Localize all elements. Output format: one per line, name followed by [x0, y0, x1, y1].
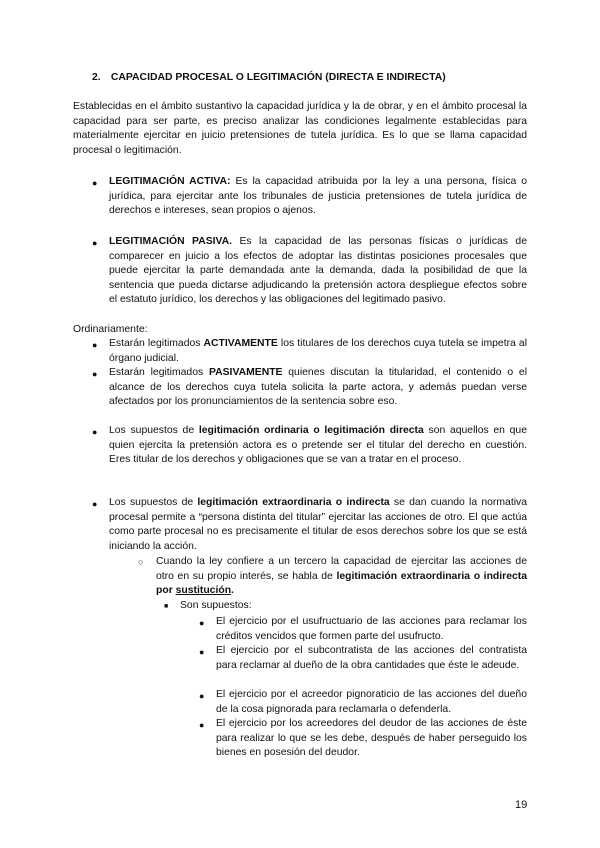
bullet-icon: ●: [199, 647, 205, 657]
activa-text: Es la capacidad atribuida por la ley a una persona, física o jurídica, para ejercitar ante los tribunales de justicia pretensiones de tutela jurídica de derechos e intereses, sean propios o ajenos.: [109, 176, 528, 217]
bullet-icon: ●: [199, 618, 205, 628]
ordinariamente-label: Ordinariamente:: [73, 324, 148, 335]
bullet-icon: ●: [199, 720, 205, 730]
ord-activamente-paragraph: [109, 337, 527, 366]
ejemplo-item: El ejercicio por el subcontratista de las acciones del contratista para reclamar al dueño de la obra cantidades que éste le adeude.: [216, 645, 527, 671]
pasiva-paragraph: [109, 235, 527, 308]
indirecta-term: legitimación extraordinaria o indirecta: [197, 497, 390, 508]
text-span: Cuando la ley confiere a un tercero la capacidad de ejercitar las acciones de otro en su propio interés, se habla de: [156, 556, 527, 582]
ejemplo-item: El ejercicio por el acreedor pignoraticio de las acciones del dueño de la cosa pignorada para reclamarla o defenderla.: [216, 689, 527, 715]
bullet-icon: ●: [92, 499, 98, 509]
directa-paragraph: [109, 424, 527, 468]
indirecta-paragraph: [109, 496, 527, 554]
ord-pasivamente-paragraph: [109, 366, 527, 410]
activa-term: LEGITIMACIÓN ACTIVA:: [109, 176, 231, 187]
page-number: 19: [515, 799, 528, 811]
intro-paragraph: Establecidas en el ámbito sustantivo la capacidad jurídica y la de obrar, y en el ámbito procesal la capacidad para ser parte, es preciso analizar las condiciones legalmente establecidas para materialmente ejercitar en juicio pretensiones de tutela jurídica. Es lo que se llama capacidad procesal o legitimación.: [73, 101, 527, 156]
text-span: los titulares de los derechos cuya tutela se impetra al órgano judicial.: [109, 338, 528, 364]
supuestos-label: Son supuestos:: [180, 600, 252, 611]
text-span: Los supuestos de: [109, 425, 199, 436]
directa-term: legitimación ordinaria o legitimación directa: [198, 425, 424, 436]
ejemplo-item: El ejercicio por los acreedores del deudor de las acciones de éste para realizar lo que se les debe, después de haber perseguido los bienes en posesión del deudor.: [216, 718, 527, 759]
bullet-icon: ●: [92, 178, 98, 188]
pasivamente-term: PASIVAMENTE: [208, 367, 283, 378]
pasiva-term: LEGITIMACIÓN PASIVA.: [109, 236, 233, 247]
bullet-icon: ●: [92, 369, 98, 379]
bullet-icon: ●: [92, 238, 98, 248]
text-span: Estarán legitimados: [109, 367, 209, 378]
activamente-term: ACTIVAMENTE: [203, 338, 278, 349]
pasiva-text: Es la capacidad de las personas físicas o jurídicas de comparecer en juicio a los efectos de adoptar las distintas posiciones procesales que puede ejercitar la parte demandada ante la demanda, dada la posibilidad de que la sentencia que pueda dictarse adjudicando la pretensión actora despliegue efectos sobre el estatuto jurídico, los derechos y las obligaciones del legitimado pasivo.: [109, 236, 527, 306]
sustitucion-paragraph: [156, 555, 527, 599]
text-span: Los supuestos de: [109, 497, 198, 508]
sustitucion-term: legitimación extraordinaria o indirecta por: [156, 570, 527, 597]
section-number: 2.: [92, 72, 101, 83]
text-span: quienes discutan la titularidad, el contenido o el alcance de los derechos cuya tutela solicita la parte actora, y además puedan verse afectados por los pronunciamientos de la sentencia sobre eso.: [109, 367, 527, 408]
activa-paragraph: [109, 175, 527, 219]
text-span: se dan cuando la normativa procesal permite a “persona distinta del titular” ejercitar las acciones de otro. El que actúa como parte procesal no es precisamente el titular de esos derechos sobre los que se está iniciando la acción.: [109, 497, 527, 552]
text-span: .: [231, 585, 234, 597]
bullet-icon: ●: [92, 340, 98, 350]
circle-bullet-icon: ○: [138, 557, 144, 567]
text-span: Estarán legitimados: [109, 338, 204, 349]
section-title: CAPACIDAD PROCESAL O LEGITIMACIÓN (DIRECTA E INDIRECTA): [110, 72, 446, 83]
section-heading: [92, 71, 446, 86]
sustitucion-underlined-term: sustitución: [175, 585, 232, 597]
square-bullet-icon: ■: [164, 603, 169, 610]
bullet-icon: ●: [199, 691, 205, 701]
text-span: son aquellos en que quien ejercita la pretensión actora es o pretende ser el titular del derecho en cuestión. Eres titular de los derechos y obligaciones que se van a tratar en el proceso.: [109, 425, 527, 466]
ejemplo-item: El ejercicio por el usufructuario de las acciones para reclamar los créditos vencidos que formen parte del usufructo.: [216, 616, 527, 642]
bullet-icon: ●: [92, 427, 98, 437]
